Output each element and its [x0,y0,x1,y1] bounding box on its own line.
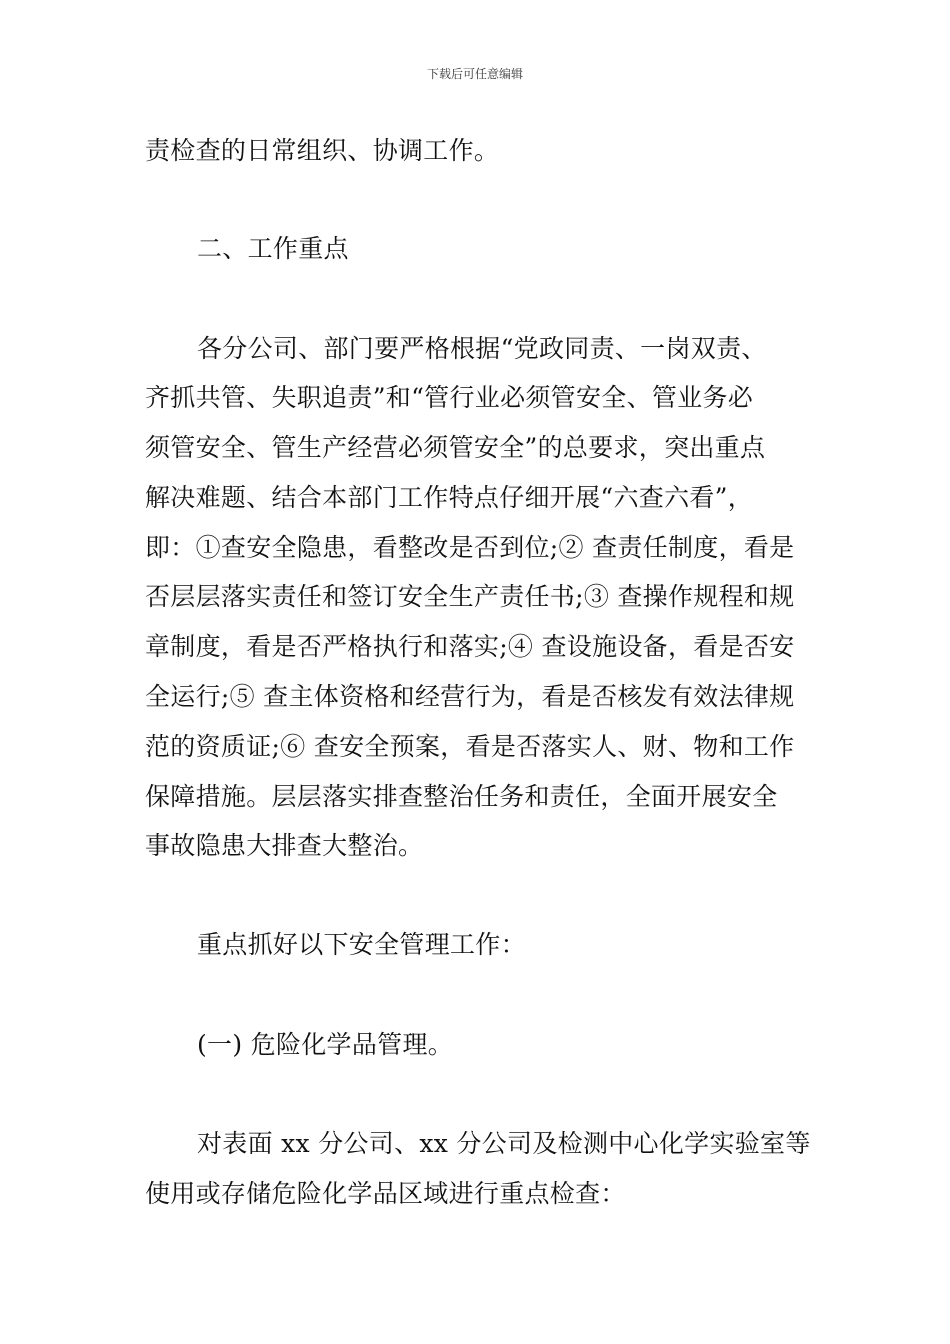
paragraph-2-line-9: 范的资质证;⑥ 查安全预案，看是否落实人、财、物和工作 [145,732,795,761]
paragraph-2-line-8: 全运行;⑤ 查主体资格和经营行为，看是否核发有效法律规 [145,682,795,711]
paragraph-2-line-5: 即：①查安全隐患，看整改是否到位;② 查责任制度，看是 [145,533,795,562]
paragraph-4-line-2: 使用或存储危险化学品区域进行重点检查： [145,1179,626,1208]
paragraph-2-line-10: 保障措施。层层落实排查整治任务和责任，全面开展安全 [145,782,778,811]
subheading-1: (一) 危险化学品管理。 [197,1030,454,1059]
paragraph-2-line-1: 各分公司、部门要严格根据“党政同责、一岗双责、 [197,334,767,363]
paragraph-3-line-1: 重点抓好以下安全管理工作： [197,930,526,959]
paragraph-2-line-3: 须管安全、管生产经营必须管安全”的总要求，突出重点 [145,433,766,462]
paragraph-2-line-11: 事故隐患大排查大整治。 [145,831,424,860]
paragraph-4-line-1: 对表面 xx 分公司、xx 分公司及检测中心化学实验室等 [197,1129,811,1158]
paragraph-2-line-2: 齐抓共管、失职追责”和“管行业必须管安全、管业务必 [145,383,754,412]
paragraph-2-line-4: 解决难题、结合本部门工作特点仔细开展“六查六看”， [145,483,754,512]
paragraph-1-line-1: 责检查的日常组织、协调工作。 [145,136,500,165]
paragraph-2-line-6: 否层层落实责任和签订安全生产责任书;③ 查操作规程和规 [145,582,795,611]
page-header-note: 下载后可任意编辑 [426,67,523,81]
section-2-heading: 二、工作重点 [197,234,349,263]
paragraph-2-line-7: 章制度，看是否严格执行和落实;④ 查设施设备，看是否安 [145,632,795,661]
